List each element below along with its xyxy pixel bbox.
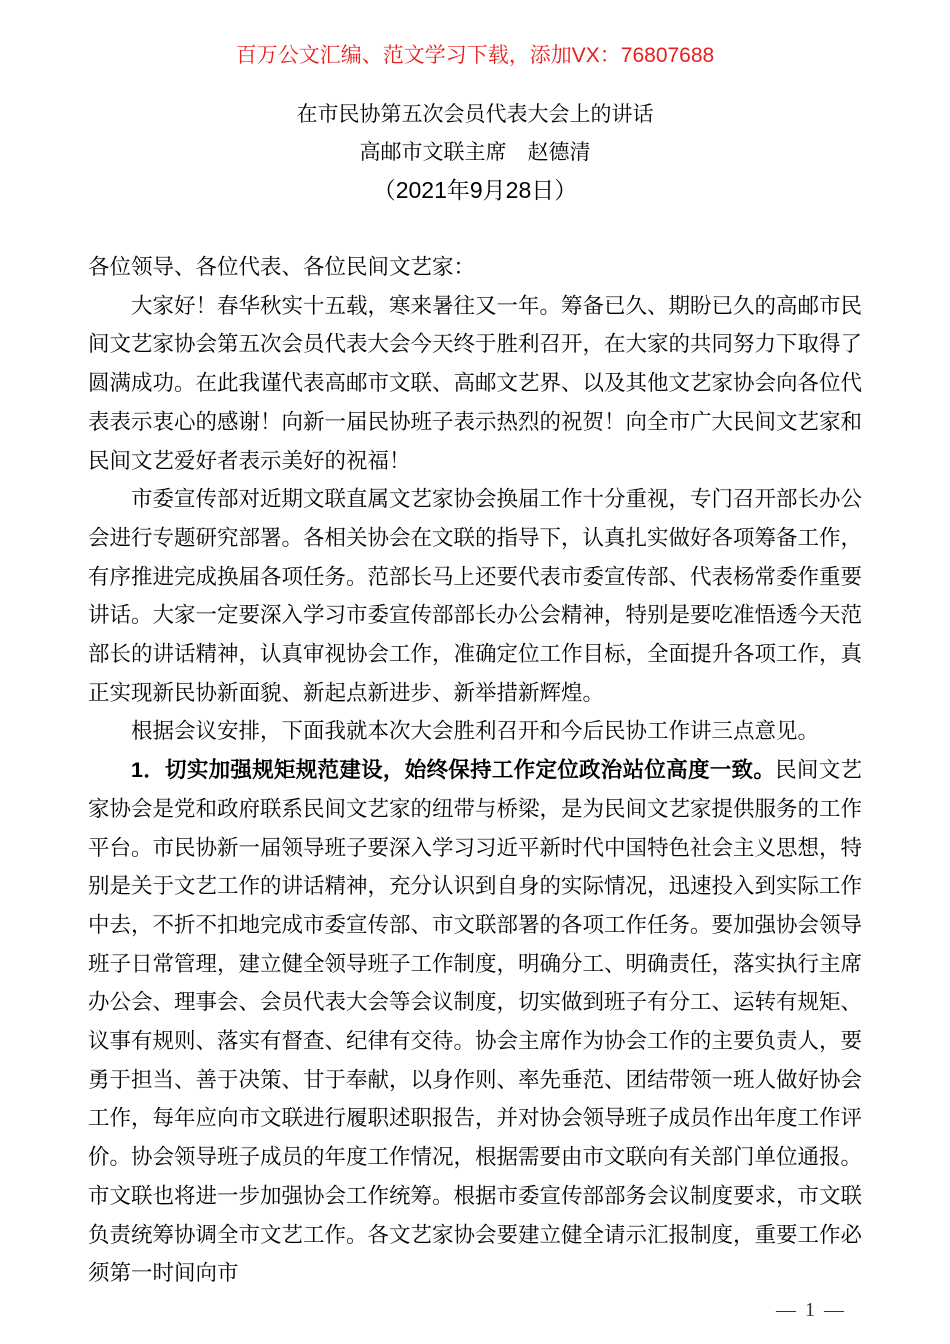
document-body: [88, 248, 862, 1293]
paragraph-agenda: 根据会议安排，下面我就本次大会胜利召开和今后民协工作讲三点意见。: [131, 719, 820, 744]
page-title: 在市民协第五次会员代表大会上的讲话: [296, 103, 654, 126]
section-1-heading: 1．切实加强规矩规范建设，始终保持工作定位政治站位高度一致。: [131, 758, 776, 783]
section-1-text: 民间文艺家协会是党和政府联系民间文艺家的纽带与桥梁，是为民间文艺家提供服务的工作平台。市民协新一届领导班子要深入学习习近平新时代中国特色社会主义思想，特别是关于文艺工作的讲话精神，充分认识到自身的实际情况，迅速投入到实际工作中去，不折不扣地完成市委宣传部、市文联部署的各项工作任务。要加强协会领导班子日常管理，建立健全领导班子工作制度，明确分工、明确责任，落实执行主席办公会、理事会、会员代表大会等会议制度，切实做到班子有分工、运转有规矩、议事有规则、落实有督查、纪律有交待。协会主席作为协会工作的主要负责人，要勇于担当、善于决策、甘于奉献，以身作则、率先垂范、团结带领一班人做好协会工作，每年应向市文联进行履职述职报告，并对协会领导班子成员作出年度工作评价。协会领导班子成员的年度工作情况，根据需要由市文联向有关部门单位通报。市文联也将进一步加强协会工作统筹。根据市委宣传部部务会议制度要求，市文联负责统筹协调全市文艺工作。各文艺家协会要建立健全请示汇报制度，重要工作必须第一时间向市: [88, 758, 863, 1286]
author-line: 高邮市文联主席 赵德清: [359, 141, 591, 164]
date-line: （2021年9月28日）: [372, 177, 578, 203]
paragraph-greeting: 大家好！春华秋实十五载，寒来暑往又一年。筹备已久、期盼已久的高邮市民间文艺家协会第五次会员代表大会今天终于胜利召开，在大家的共同努力下取得了圆满成功。在此我谨代表高邮市文联、高邮文艺界、以及其他文艺家协会向各位代表表示衷心的感谢！向新一届民协班子表示热烈的祝贺！向全市广大民间文艺家和民间文艺爱好者表示美好的祝福！: [88, 293, 863, 473]
paragraph-section-1: [88, 751, 862, 1293]
salutation-line: 各位领导、各位代表、各位民间文艺家：: [88, 255, 476, 279]
promo-banner: 百万公文汇编、范文学习下载，添加VX：76807688: [235, 44, 715, 67]
paragraph-propaganda-dept: 市委宣传部对近期文联直属文艺家协会换届工作十分重视，专门召开部长办公会进行专题研究部署。各相关协会在文联的指导下，认真扎实做好各项筹备工作，有序推进完成换届各项任务。范部长马上还要代表市委宣传部、代表杨常委作重要讲话。大家一定要深入学习市委宣传部部长办公会精神，特别是要吃准悟透今天范部长的讲话精神，认真审视协会工作，准确定位工作目标，全面提升各项工作，真正实现新民协新面貌、新起点新进步、新举措新辉煌。: [88, 487, 863, 705]
page-number: — 1 —: [776, 1299, 846, 1321]
